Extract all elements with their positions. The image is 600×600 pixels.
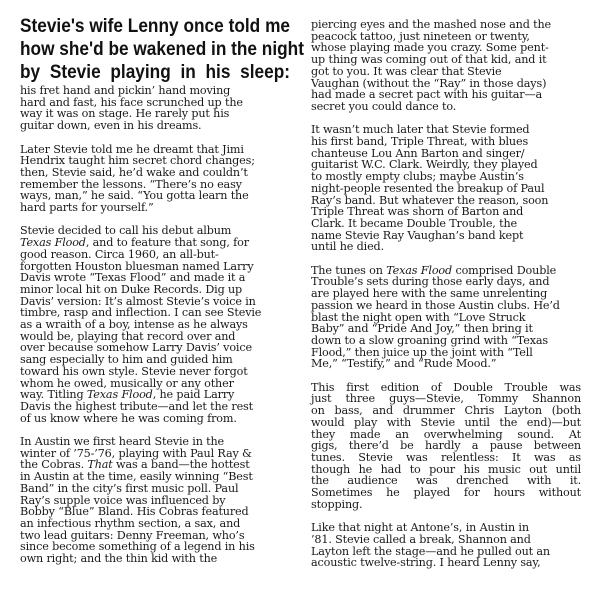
text-line: Layton left the stage—and he pulled out an — [311, 544, 550, 558]
text-line: Davis the highest tribute—and let the rest — [20, 399, 253, 413]
paragraph — [311, 265, 581, 370]
text-line: Band” in the city’s first music poll. Paul — [20, 481, 239, 495]
text-line: Davis wrote “Texas Flood” and made it a — [20, 271, 246, 285]
text-line: whom he owed, musically or any other — [20, 376, 234, 390]
text-line: would be, playing that record over and — [20, 329, 236, 343]
text-line: In Austin we first heard Stevie in the — [20, 435, 225, 449]
text-line: night-people resented the breakup of Paul — [311, 181, 545, 195]
text-line: passion we heard in those Austin clubs. He’d — [311, 298, 560, 312]
text-line: over because somehow Larry Davis’ voice — [20, 341, 252, 355]
text-line: own right; and the thin kid with the — [20, 552, 218, 566]
text-line: secret you could dance to. — [311, 99, 457, 113]
text-line: an infectious rhythm section, a sax, and — [20, 516, 241, 530]
text-line: Me,” “Testify,” and “Rude Mood.” — [311, 357, 497, 371]
text-line: Ray’s supple voice was influenced by — [20, 493, 226, 507]
text-line: blast the night open with “Love Struck — [311, 310, 526, 324]
text-line: until he died. — [311, 240, 384, 254]
text-line: since become something of a legend in his — [20, 540, 255, 554]
text-line: in Austin at the time, easily winning “Best — [20, 470, 253, 484]
italic-title: Texas Flood — [20, 236, 86, 250]
text-line: two lead guitars: Denny Freeman, who’s — [20, 528, 245, 542]
text-line: his first band, Triple Threat, with blues — [311, 135, 529, 149]
headline-line: how she'd be wakened in the night — [20, 36, 304, 60]
paragraph — [311, 382, 581, 511]
text-line: Hendrix taught him secret chord changes; — [20, 154, 255, 168]
text-line: had made a secret pact with his guitar—a — [311, 88, 543, 102]
text-line: sang especially to him and guided him — [20, 353, 233, 367]
text-line: way. Titling Texas Flood, he paid Larry — [20, 388, 235, 402]
text-line: guitarist W.C. Clark. Weirdly, they played — [311, 158, 538, 172]
text-line: stopping. — [311, 497, 363, 511]
text-line: chanteuse Lou Ann Barton and singer/ — [311, 146, 525, 160]
text-line: got to you. It was clear that Stevie — [311, 64, 502, 78]
text-line: forgotten Houston bluesman named Larry — [20, 259, 254, 273]
text-line: down to a slow groaning grind with “Texas — [311, 333, 548, 347]
text-line: way it was on stage. He rarely put his — [20, 107, 230, 121]
left-body-text — [20, 85, 290, 565]
text-line: whose playing made you crazy. Some pent- — [311, 41, 549, 55]
text-line: Davis’ version: It’s almost Stevie’s voice in — [20, 294, 256, 308]
text-line: are played here with the same unrelenting — [311, 287, 548, 301]
text-line: hard parts for yourself.” — [20, 201, 154, 215]
text-line: Flood,” then juice up the joint with “Tell — [311, 345, 533, 359]
paragraph — [311, 522, 581, 569]
text-line: good reason. Circa 1960, an all-but- — [20, 247, 219, 261]
text-line: Trouble’s sets during those early days, and — [311, 275, 550, 289]
text-line: ways, man,” he said. “You gotta learn the — [20, 189, 249, 203]
text-line: ’81. Stevie called a break, Shannon and — [311, 532, 531, 546]
text-line: hard and fast, his face scrunched up the — [20, 95, 243, 109]
right-body-text — [311, 19, 581, 569]
headline-line: Stevie's wife Lenny once told me — [20, 14, 290, 37]
text-line: would play with Stevie until the end)—but — [311, 415, 581, 429]
left-column — [20, 14, 304, 576]
text-line: Later Stevie told me he dreamt that Jimi — [20, 142, 244, 156]
text-line: as a wraith of a boy, intense as he always — [20, 318, 248, 332]
italic-title: That — [87, 458, 113, 472]
text-line: up thing was coming out of that kid, and it — [311, 53, 547, 67]
text-line: Triple Threat was shorn of Barton and — [311, 205, 524, 219]
pull-quote-headline — [20, 14, 304, 83]
paragraph — [20, 225, 290, 424]
text-line: piercing eyes and the mashed nose and the — [311, 18, 551, 31]
text-line: Clark. It became Double Trouble, the — [311, 216, 517, 230]
text-line: Vaughan (without the “Ray” in those days) — [311, 76, 547, 90]
text-line: Texas Flood, and to feature that song, for — [20, 236, 249, 250]
text-line: gigs, there’d be hardly a pause between — [311, 439, 581, 453]
text-line: remember the lessons. “There’s no easy — [20, 177, 242, 191]
italic-title: Texas Flood — [86, 388, 153, 402]
text-line: the Cobras. That was a band—the hottest — [20, 458, 250, 472]
text-line: The tunes on Texas Flood comprised Double — [311, 263, 557, 277]
right-column — [311, 19, 581, 581]
text-line: name Stevie Ray Vaughan’s band kept — [311, 228, 524, 242]
text-line: Baby” and “Pride And Joy,” then bring it — [311, 322, 533, 336]
paragraph — [20, 144, 290, 214]
headline-line: by Stevie playing in his sleep: — [20, 59, 290, 82]
text-line: It wasn’t much later that Stevie formed — [311, 123, 530, 137]
text-line: acoustic twelve-string. I heard Lenny say, — [311, 556, 541, 570]
text-line: winter of ’75-’76, playing with Paul Ray & — [20, 446, 252, 460]
paragraph — [311, 124, 581, 253]
text-line: then, Stevie said, he’d wake and couldn’t — [20, 165, 248, 179]
text-line: Ray’s band. But whatever the reason, soon — [311, 193, 549, 207]
text-line: toward his own style. Stevie never forgot — [20, 364, 248, 378]
text-line: the audience was drenched with it. — [311, 474, 581, 488]
text-line: of us know where he was coming from. — [20, 411, 237, 425]
paragraph — [20, 436, 290, 565]
text-line: to mostly empty clubs; maybe Austin’s — [311, 170, 524, 184]
text-line: Sometimes he played for hours without — [311, 486, 581, 500]
text-line: on bass, and drummer Chris Layton (both — [311, 404, 581, 418]
text-line: timbre, rasp and inflection. I can see Stevie — [20, 306, 262, 320]
text-line: peacock tattoo, just nineteen or twenty, — [311, 29, 530, 43]
text-line: This first edition of Double Trouble was — [311, 380, 581, 394]
text-line: guitar down, even in his dreams. — [20, 119, 202, 133]
text-line: his fret hand and pickin’ hand moving — [20, 84, 231, 97]
text-line: though he had to pour his music out until — [311, 462, 581, 476]
text-line: minor local hit on Duke Records. Dig up — [20, 282, 243, 296]
text-line: tunes. Stevie was relentless: It was as — [311, 450, 581, 464]
text-line: they made an overwhelming sound. At — [311, 427, 581, 441]
text-line: just three guys—Stevie, Tommy Shannon — [311, 392, 581, 406]
paragraph — [311, 19, 581, 113]
paragraph — [20, 85, 290, 132]
text-line: Like that night at Antone’s, in Austin in — [311, 521, 529, 535]
text-line: Stevie decided to call his debut album — [20, 224, 232, 238]
italic-title: Texas Flood — [386, 263, 453, 277]
text-line: Bobby “Blue” Bland. His Cobras featured — [20, 505, 249, 519]
